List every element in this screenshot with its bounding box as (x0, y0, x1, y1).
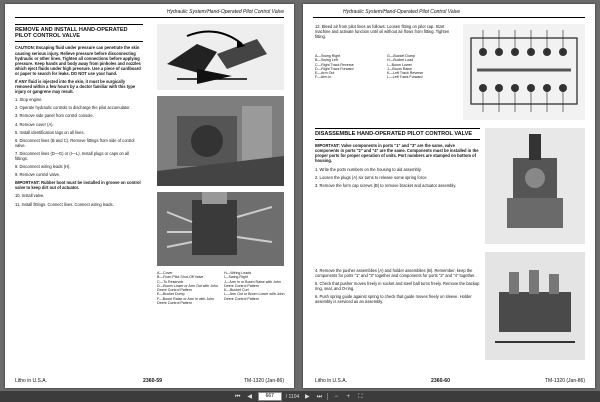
photo-drawing (485, 128, 585, 244)
section-title: DISASSEMBLE HAND-OPERATED PILOT CONTROL VALVE (315, 128, 480, 140)
legend-item: I—Boom Lower (387, 62, 412, 67)
step: 6. Disconnect lines (B and C). Remove fittings from side of control valve. (15, 137, 135, 148)
page-number: 2360-60 (431, 378, 451, 384)
legend-item: G—Bucket Dump (387, 54, 415, 58)
page-number: 2360-59 (143, 378, 163, 384)
legend-item: K—Left Track Reverse (387, 71, 424, 76)
legend-column-1 (315, 54, 383, 80)
step: 8. Disconnect wiring leads (H). (15, 164, 71, 170)
right-text-column-2 (315, 268, 480, 308)
footer-tm: TM-1320 (Jan-86) (243, 378, 284, 384)
total-pages: / 1104 (285, 393, 300, 400)
last-page-icon[interactable]: ⏭ (316, 393, 322, 400)
figure-valve-photo-2 (157, 192, 284, 266)
legend-item: B—Swing Left (315, 58, 338, 63)
prev-page-icon[interactable]: ◀ (247, 393, 253, 400)
footer-tm: TM-1320 (Jan-86) (544, 378, 585, 384)
page-left (5, 4, 294, 388)
step: 3. Remove the form cap screws (B) to remove bracket and actuator assembly. (315, 182, 457, 188)
important-note: IMPORTANT: Valve components in ports "1" and "3" are the same, valve components in ports "2" and "4" are the same. Components must be installed in the proper ports for proper operation of units. Port numbers are stamped on bottom of housing. (315, 143, 479, 164)
legend-item: H—Wiring Leads (224, 271, 252, 275)
step: 1. Stop engine. (15, 97, 43, 103)
footer-litho: Litho in U.S.A. (15, 378, 47, 384)
next-page-icon[interactable]: ▶ (304, 393, 310, 400)
photo-drawing (157, 192, 284, 266)
first-page-icon[interactable]: ⏮ (235, 393, 241, 400)
viewer-toolbar (0, 391, 600, 402)
step: 4. Remove the pusher assemblies (A) and holder assemblies (B). Remember, keep the components for ports "1" and "3" together and components for ports "2" and "4" together. (315, 268, 476, 279)
step-12-text (315, 24, 455, 42)
legend-item: B—From Pilot Shut-Off Valve (157, 275, 204, 280)
legend-item: L—Left Track Forward (387, 75, 423, 80)
zoom-out-icon[interactable]: − (334, 393, 339, 400)
valve-block-drawing (463, 24, 585, 120)
legend-column-2 (387, 54, 455, 80)
figure-actuator-photo (485, 128, 585, 244)
figure-removal-arrows (157, 24, 284, 90)
legend-column-2 (224, 271, 286, 301)
figure-drawing (157, 24, 284, 90)
right-text-column (315, 128, 480, 191)
footer-litho: Litho in U.S.A. (315, 378, 347, 384)
section-title: REMOVE AND INSTALL HAND-OPERATED PILOT CONTROL VALVE (15, 24, 143, 42)
zoom-in-icon[interactable]: + (346, 393, 351, 400)
step: 11. Install fittings. Connect lines. Connect wiring leads. (15, 201, 114, 207)
step: 4. Remove cover (A). (15, 121, 54, 127)
photo-drawing (157, 96, 284, 186)
legend-item: D—Boom Lower or Arm Out with John Deere Control Pattern (157, 283, 218, 293)
legend-item: A—Cover (157, 271, 173, 275)
figure-valve-photo-1 (157, 96, 284, 186)
legend-item: D—Right Track Forward (315, 66, 354, 71)
figure-valve-diagram (463, 24, 585, 120)
legend-item: L—Arm Out or Boom Lower with John Deere Control Pattern (224, 292, 285, 301)
legend-item: J—Boom Raise (387, 66, 412, 71)
step: 2. Loosen the plugs (A) six turns to release some spring force. (315, 174, 428, 180)
caution-text-2: If ANY fluid is injected into the skin, it must be surgically removed within a few hours by a doctor familiar with this type injury or gangrene may result. (15, 78, 136, 95)
legend-item: E—Bucket Dump (157, 292, 185, 297)
legend-item: C—Right Track Reverse (315, 62, 354, 67)
header-rule (313, 17, 585, 18)
step: 3. Remove side panel from control console. (15, 113, 94, 119)
figure-pusher-photo (485, 252, 585, 360)
step: 6. Push spring guide against spring to check that guide moves freely on sleeve. Holder assembly is serviced as an assembly. (315, 294, 472, 305)
legend-item: H—Bucket Load (387, 58, 414, 63)
step: 1. Write the ports numbers on the housing to aid assembly. (315, 166, 422, 172)
step: 5. Check that pusher moves freely in socket and steel ball turns freely. Remove the backup ring, seal, and O-ring. (315, 281, 480, 292)
legend-item: C—To Reservoir (157, 279, 184, 284)
page-header: Hydraulic System/Hand-Operated Pilot Control Valve (343, 9, 461, 15)
step: 12. Bleed air from pilot lines as follows: Loosen fitting on pilot cap. Start machine and activate function until oil without air flows from fitting. Tighten fitting. (315, 24, 450, 40)
caution-text: CAUTION: Escaping fluid under pressure can penetrate the skin causing serious injury. Relieve pressure before disconnecting hydraulic or other lines. Tighten all connections before applying pressure. Keep hands and body away from pinholes and nozzles which eject fluids under high pressure. Use a piece of cardboard or paper to search for leaks. DO NOT use your hand. (15, 45, 141, 76)
photo-drawing (485, 252, 585, 360)
toolbar-divider (327, 393, 328, 400)
legend-item: F—Boom Raise or Arm In with John Deere Control Pattern (157, 296, 215, 306)
page-navigation (208, 392, 390, 401)
legend-item: I—Swing Right (224, 275, 248, 280)
step: 9. Remove control valve. (15, 172, 61, 178)
step: 5. Install identification tags on all lines. (15, 129, 85, 135)
left-text-column (15, 24, 143, 210)
legend-item: F—Arm In (315, 75, 332, 80)
legend-item: K—Bucket Curl (224, 288, 249, 293)
page-number-input[interactable]: 667 (258, 392, 282, 401)
legend-item: E—Arm Out (315, 71, 335, 76)
step: 7. Disconnect lines (D—G) or (I—L). Install plugs or caps on all fittings. (15, 150, 129, 161)
legend-item: J—Arm In or Boom Raise with John Deere Control Pattern (224, 279, 281, 288)
step: 2. Operate hydraulic controls to discharge the pilot accumulator. (15, 105, 131, 111)
page-header: Hydraulic System/Hand-Operated Pilot Control Valve (166, 9, 284, 15)
header-rule (15, 17, 284, 18)
important-note: IMPORTANT: Rubber boot must be installed in groove on control valve to keep dirt out of actuator. (15, 180, 141, 191)
legend-item: A—Swing Right (315, 54, 341, 58)
step: 10. Install valve. (15, 193, 45, 199)
page-right (303, 4, 595, 388)
fullscreen-icon[interactable]: ⛶ (358, 393, 363, 400)
legend-column-1 (157, 271, 223, 305)
